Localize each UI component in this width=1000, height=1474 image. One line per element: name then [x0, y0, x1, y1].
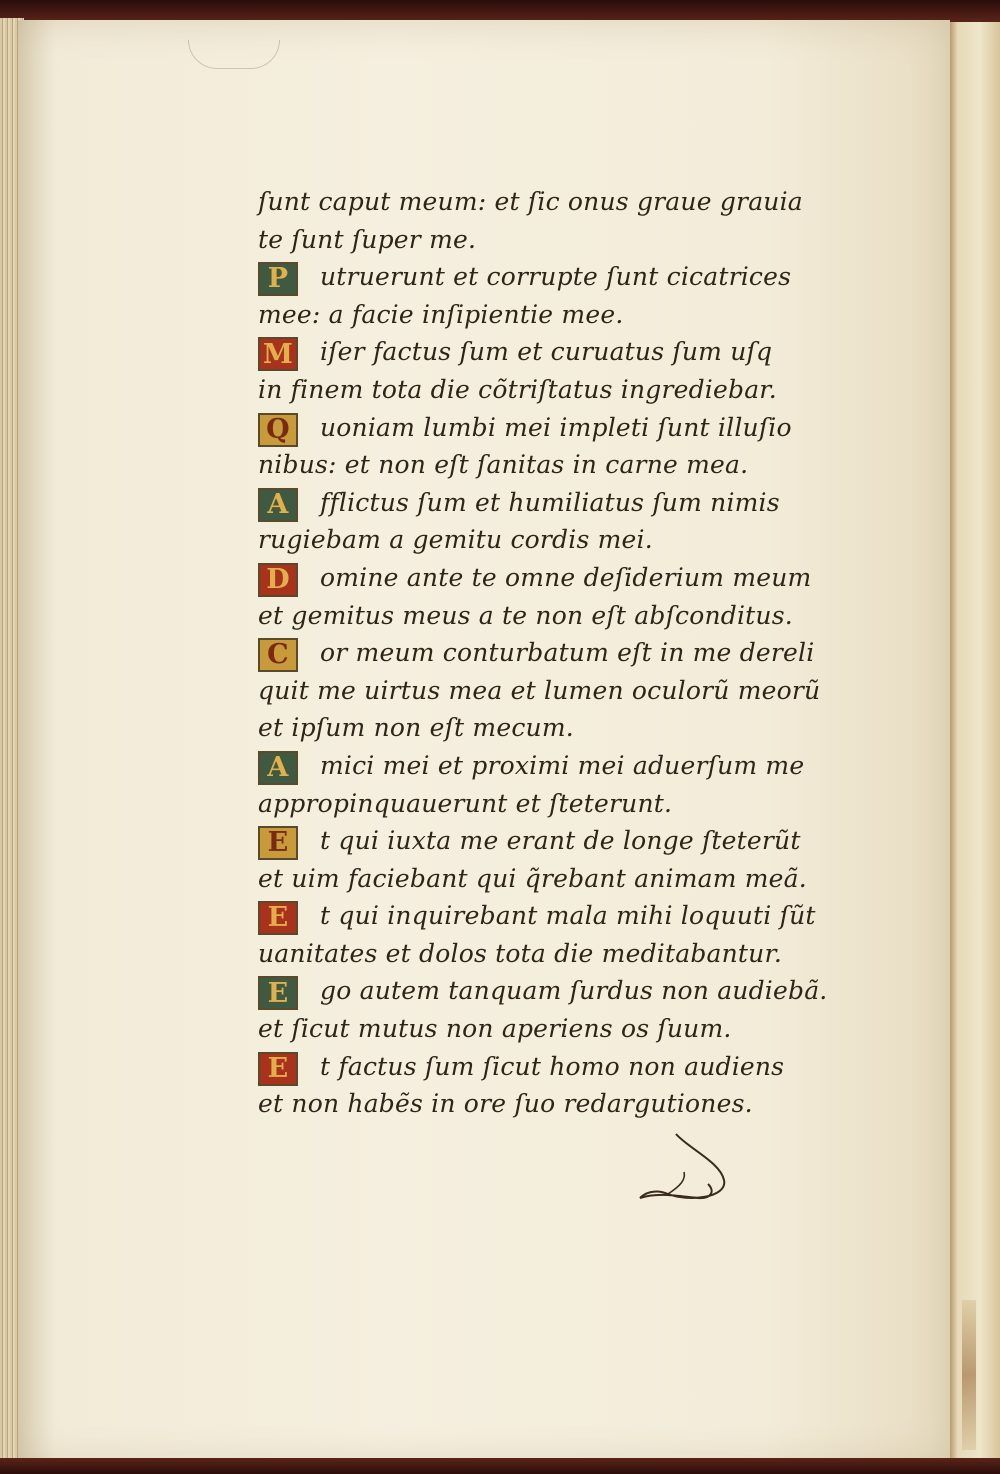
line-text: t qui iuxta me erant de longe ſteterũt	[320, 826, 801, 856]
line-text: or meum conturbatum eſt in me dereli	[320, 638, 815, 668]
line-text: t factus ſum ſicut homo non audiens	[320, 1051, 785, 1081]
line-text: et ipſum non eſt mecum.	[258, 713, 574, 743]
line-text: et uim faciebant qui q̃rebant animam meã.	[258, 863, 807, 893]
line-text: go autem tanquam ſurdus non audiebã.	[320, 976, 828, 1006]
line-text: rugiebam a gemitu cordis mei.	[258, 525, 653, 555]
illuminated-initial: A	[258, 488, 298, 522]
manuscript-line	[258, 709, 858, 747]
manuscript-line	[258, 634, 858, 672]
manuscript-line	[258, 521, 858, 559]
line-text: iſer factus ſum et curuatus ſum uſq	[320, 337, 773, 367]
illuminated-initial: D	[258, 563, 298, 597]
line-text: et non habẽs in ore ſuo redargutiones.	[258, 1089, 753, 1119]
manuscript-line	[258, 1048, 858, 1086]
line-text: utruerunt et corrupte ſunt cicatrices	[320, 262, 792, 292]
manuscript-line	[258, 1085, 858, 1123]
manuscript-line	[258, 409, 858, 447]
manuscript-line	[258, 897, 858, 935]
line-text: mee: a facie inſipientie mee.	[258, 299, 624, 329]
manuscript-line	[258, 1010, 858, 1048]
illuminated-initial: Q	[258, 413, 298, 447]
manuscript-line	[258, 183, 858, 221]
manuscript-line	[258, 221, 858, 259]
manuscript-line	[258, 484, 858, 522]
manuscript-line	[258, 822, 858, 860]
manuscript-text	[258, 183, 858, 1123]
line-text: et ſicut mutus non aperiens os ſuum.	[258, 1014, 732, 1044]
illuminated-initial: E	[258, 901, 298, 935]
facing-page-stain	[962, 1300, 976, 1450]
manuscript-line	[258, 258, 858, 296]
scribal-flourish-icon	[628, 1128, 738, 1212]
line-text: uanitates et dolos tota die meditabantur.	[258, 938, 783, 968]
manuscript-line	[258, 972, 858, 1010]
manuscript-line	[258, 333, 858, 371]
illuminated-initial: P	[258, 262, 298, 296]
line-text: quit me uirtus mea et lumen oculorũ meorũ	[258, 675, 821, 705]
line-text: fflictus ſum et humiliatus ſum nimis	[320, 487, 780, 517]
manuscript-line	[258, 597, 858, 635]
line-text: uoniam lumbi mei impleti ſunt illuſio	[320, 412, 792, 442]
line-text: appropinquauerunt et ſteterunt.	[258, 788, 673, 818]
line-text: omine ante te omne deſiderium meum	[320, 562, 812, 592]
line-text: mici mei et proximi mei aduerſum me	[320, 750, 805, 780]
manuscript-line	[258, 935, 858, 973]
manuscript-line	[258, 672, 858, 710]
binding-mark	[188, 40, 280, 69]
illuminated-initial: E	[258, 976, 298, 1010]
illuminated-initial: A	[258, 751, 298, 785]
manuscript-line	[258, 446, 858, 484]
illuminated-initial: E	[258, 826, 298, 860]
line-text: et gemitus meus a te non eſt abſconditus.	[258, 600, 793, 630]
manuscript-line	[258, 860, 858, 898]
manuscript-line	[258, 296, 858, 334]
line-text: te ſunt ſuper me.	[258, 224, 477, 254]
illuminated-initial: E	[258, 1052, 298, 1086]
line-text: nibus: et non eſt ſanitas in carne mea.	[258, 450, 749, 480]
line-text: ſunt caput meum: et ſic onus graue grauia	[258, 187, 803, 216]
manuscript-line	[258, 559, 858, 597]
manuscript-line	[258, 785, 858, 823]
illuminated-initial: M	[258, 337, 298, 371]
manuscript-line	[258, 747, 858, 785]
book-cover-top	[0, 0, 1000, 22]
line-text: t qui inquirebant mala mihi loquuti ſũt	[320, 901, 816, 931]
illuminated-initial: C	[258, 638, 298, 672]
manuscript-line	[258, 371, 858, 409]
facing-page-edge	[950, 22, 1000, 1460]
book-cover-bottom	[0, 1458, 1000, 1474]
line-text: in finem tota die cõtriſtatus ingrediebar.	[258, 374, 777, 404]
